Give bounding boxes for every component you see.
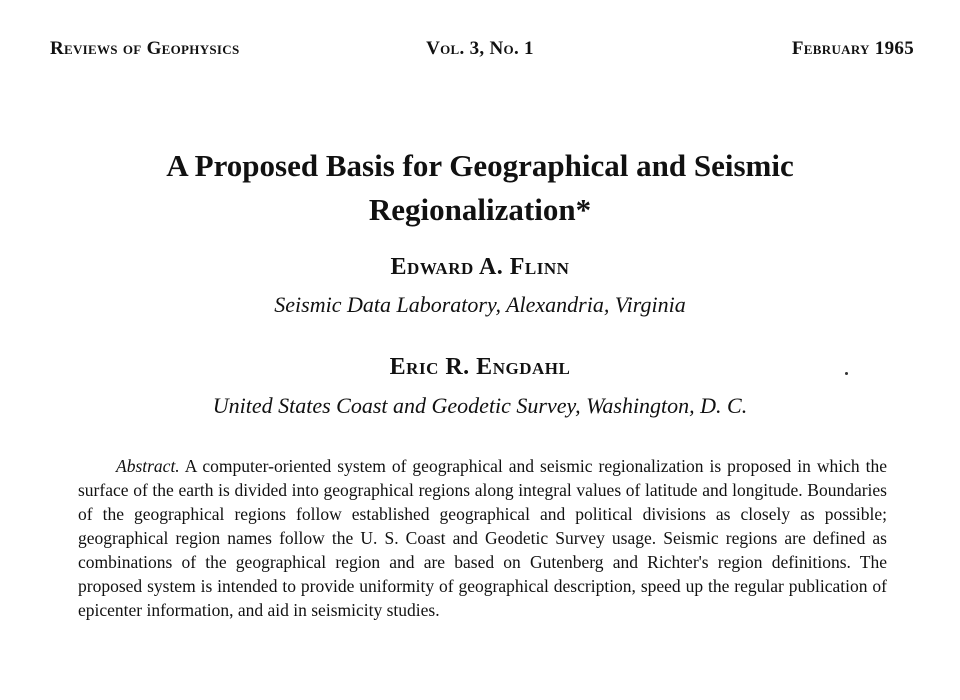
abstract-label: Abstract. bbox=[116, 456, 180, 476]
author-affiliation-1: Seismic Data Laboratory, Alexandria, Virginia bbox=[274, 292, 686, 317]
print-speck bbox=[845, 372, 848, 375]
author-affiliation-2: United States Coast and Geodetic Survey, Washington, D. C. bbox=[212, 393, 748, 418]
volume-issue: Vol. 3, No. 1 bbox=[426, 38, 534, 59]
journal-name: Reviews of Geophysics bbox=[50, 38, 240, 59]
paper-title bbox=[80, 144, 880, 232]
abstract bbox=[78, 454, 887, 622]
author-name-1: Edward A. Flinn bbox=[390, 254, 570, 280]
running-head bbox=[0, 38, 960, 64]
title-line-1: A Proposed Basis for Geographical and Seismic bbox=[166, 148, 794, 183]
publication-date: February 1965 bbox=[791, 38, 914, 59]
author-name-2: Eric R. Engdahl bbox=[389, 354, 571, 380]
abstract-text: A computer-oriented system of geographical and seismic regionalization is proposed in which the surface of the earth is divided into geographical regions along integral values of latitude and longitude. Boundaries of the geographical regions follow established geographical and political divisions as closely as possible; geographical region names follow the U. S. Coast and Geodetic Survey usage. Seismic regions are defined as combinations of the geographical region and are based on Gutenberg and Richter's region definitions. The proposed system is intended to provide uniformity of geographical description, speed up the regular publication of epicenter information, and aid in seismicity studies. bbox=[78, 456, 887, 620]
title-line-2: Regionalization* bbox=[368, 192, 592, 227]
